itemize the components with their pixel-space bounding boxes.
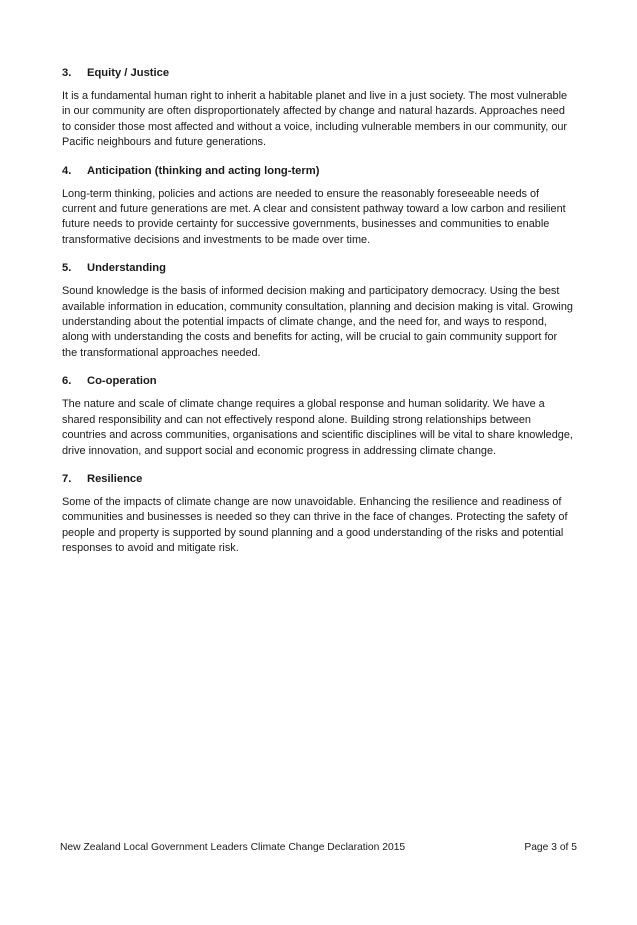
section-number: 4. [62, 164, 72, 177]
section-co-operation [62, 374, 574, 459]
section-body: The nature and scale of climate change requires a global response and human solidarity. We have a shared responsibility and can not effectively respond alone. Building strong relationships between countries and across communities, organisations and scientific disciplines will be vital to share knowledge, drive innovation, and support social and economic progress in addressing climate change. [62, 398, 573, 457]
section-title: Anticipation (thinking and acting long-term) [87, 164, 320, 177]
document-content [62, 66, 574, 570]
section-heading [62, 164, 574, 179]
section-title: Resilience [87, 472, 143, 485]
footer-document-title: New Zealand Local Government Leaders Climate Change Declaration 2015 [60, 842, 406, 853]
section-heading [62, 472, 574, 487]
section-body: Some of the impacts of climate change are now unavoidable. Enhancing the resilience and readiness of communities and businesses is needed so they can thrive in the face of changes. Protecting the safety of people and property is supported by sound planning and a good understanding of the risks and potential responses to avoid and mitigate risk. [62, 495, 568, 555]
section-body: Sound knowledge is the basis of informed decision making and participatory democracy. Using the best available information in education, community consultation, planning and decision making is vital. Growing understanding about the potential impacts of climate change, and the need for, and ways to respond, along with understanding the costs and benefits for acting, will be crucial to gain community support for the transformational approaches needed. [62, 285, 573, 359]
section-number: 3. [62, 67, 72, 79]
section-heading [62, 374, 574, 389]
section-understanding [62, 261, 574, 361]
footer-page-number: Page 3 of 5 [524, 842, 577, 853]
section-heading [62, 66, 574, 81]
section-resilience [62, 472, 574, 557]
section-number: 7. [62, 472, 72, 485]
section-heading [62, 261, 574, 276]
section-body: It is a fundamental human right to inherit a habitable planet and live in a just society. The most vulnerable in our community are often disproportionately affected by change and natural hazards. Approaches need to consider those most affected and without a voice, including vulnerable members in our community, our Pacific neighbours and future generations. [62, 90, 568, 149]
section-title: Equity / Justice [87, 67, 170, 79]
section-anticipation [62, 164, 574, 249]
page-footer [60, 841, 577, 855]
section-title: Understanding [87, 262, 166, 275]
section-equity-justice [62, 66, 574, 151]
section-body: Long-term thinking, policies and actions are needed to ensure the reasonably foreseeable needs of current and future generations are met. A clear and consistent pathway toward a low carbon and resilient future needs to provide certainty for successive governments, businesses and communities to enable transformative decisions and investments to be made over time. [62, 187, 566, 246]
section-title: Co-operation [87, 375, 157, 388]
section-number: 6. [62, 375, 72, 388]
section-number: 5. [62, 262, 72, 275]
